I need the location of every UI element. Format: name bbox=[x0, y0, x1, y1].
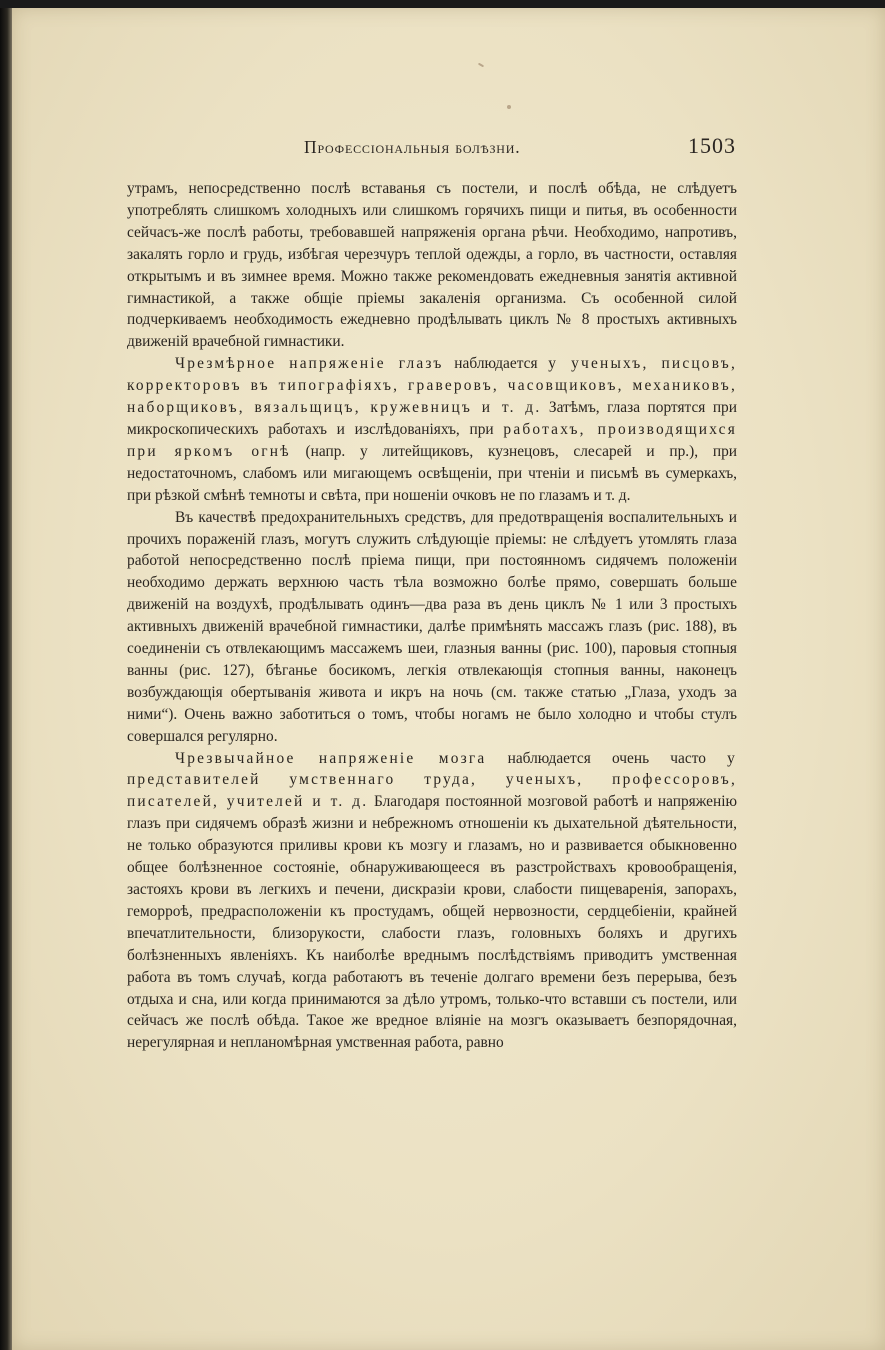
paragraph: утрамъ, непосредственно послѣ вставанья съ постели, и послѣ обѣда, не слѣдуетъ употреблять слишкомъ холодныхъ или слишкомъ горячихъ пищи и питья, въ особенности сейчасъ-же послѣ работы, требовавшей напряженія органа рѣчи. Необходимо, напротивъ, закалять горло и грудь, избѣгая черезчуръ теплой одежды, а горло, въ частности, оставляя открытымъ и въ зимнее время. Можно также рекомендовать ежедневныя занятія активной гимнастикой, а также общіе пріемы закаленія организма. Съ особенной силой подчеркиваемъ необходимость ежедневно продѣлывать циклъ № 8 простыхъ активныхъ движеній врачебной гимнастики. bbox=[127, 180, 737, 351]
page-title: Профессіональныя болѣзни. bbox=[304, 137, 521, 157]
text-run: наблюдается bbox=[443, 355, 549, 373]
page-edge-shadow bbox=[0, 8, 12, 1350]
paper-speck bbox=[478, 63, 484, 68]
text-run: Благодаря постоянной мозговой работѣ и напряженію глазъ при сидячемъ образѣ жизни и небрежномъ отношеніи къ дыхательной дѣятельности, не только образуются приливы крови къ мозгу и глазамъ, но и развивается обыкновенно общее болѣзненное состояніе, обнаруживающееся въ разстройствахъ кровообращенія, застояхъ крови въ легкихъ и печени, дискразіи крови, слабости пищеваренія, запорахъ, геморроѣ, предрасположеніи къ простудамъ, общей нервозности, сердцебіеніи, крайней впечатлительности, близорукости, слабости глазъ, головныхъ боляхъ и другихъ болѣзненныхъ явленіяхъ. Къ наиболѣе вреднымъ послѣдствіямъ приводитъ умственная работа въ томъ случаѣ, когда работаютъ въ теченіе долгаго времени безъ перерыва, безъ отдыха и сна, или когда принимаются за дѣло утромъ, только-что вставши съ постели, или сейчасъ же послѣ обѣда. Такое же вредное вліяніе на мозгъ оказываетъ безпорядочная, нерегулярная и непланомѣрная умственная работа, равно bbox=[127, 793, 737, 1052]
text-run: Затѣмъ, глаза портятся при микроскопическихъ работахъ и изслѣдованіяхъ, при bbox=[127, 399, 737, 438]
paragraph bbox=[127, 353, 737, 506]
page-number: 1503 bbox=[688, 133, 736, 158]
paragraph: Въ качествѣ предохранительныхъ средствъ, для предотвращенія воспалительныхъ и прочихъ пораженій глазъ, могутъ служить слѣдующіе пріемы: не слѣдуетъ утомлять глаза работой непосредственно послѣ пріема пищи, при постоянномъ сидячемъ положеніи необходимо держать верхнюю часть тѣла возможно болѣе прямо, совершать больше движеній на воздухѣ, продѣлывать одинъ—два раза въ день циклъ № 1 или 3 простыхъ активныхъ движеній врачебной гимнастики, далѣе примѣнять массажъ глазъ (рис. 188), въ соединеніи съ отвлекающимъ массажемъ шеи, глазныя ванны (рис. 100), паровыя стопныя ванны (рис. 127), бѣганье босикомъ, легкія отвлекающія стопныя ванны, наконецъ возбуждающія обертыванія живота и икръ на ночь (см. также статью „Глаза, уходъ за ними“). Очень важно заботиться о томъ, чтобы ногамъ не было холодно и чтобы стулъ совершался регулярно. bbox=[127, 508, 737, 745]
paper-speck bbox=[507, 105, 511, 109]
running-header bbox=[12, 133, 885, 163]
body-text bbox=[127, 178, 737, 1054]
emphasis-lead: Чрезвычайное напряженіе мозга bbox=[175, 749, 487, 767]
book-page bbox=[12, 8, 885, 1350]
paragraph bbox=[127, 748, 737, 1055]
text-run: (напр. у литейщиковъ, кузнецовъ, слесарей и пр.), при недостаточномъ, слабомъ или мигающемъ освѣщеніи, при чтеніи и письмѣ въ сумеркахъ, при рѣзкой смѣнѣ темноты и свѣта, при ношеніи очковъ не по глазамъ и т. д. bbox=[127, 442, 737, 504]
emphasis-lead: Чрезмѣрное напряженіе глазъ bbox=[175, 355, 444, 373]
emphasis-text: у ученыхъ, писцовъ, корректоровъ въ типографіяхъ, граверовъ, часовщиковъ, механиковъ, наборщиковъ, вязальщицъ, кружевницъ и т. д. bbox=[127, 355, 737, 417]
text-run: наблюдается очень часто bbox=[486, 749, 728, 767]
emphasis-text: у представителей умственнаго труда, ученыхъ, профессоровъ, писателей, учителей и т. д. bbox=[127, 749, 737, 811]
emphasis-text: работахъ, производящихся при яркомъ огнѣ bbox=[127, 420, 737, 460]
